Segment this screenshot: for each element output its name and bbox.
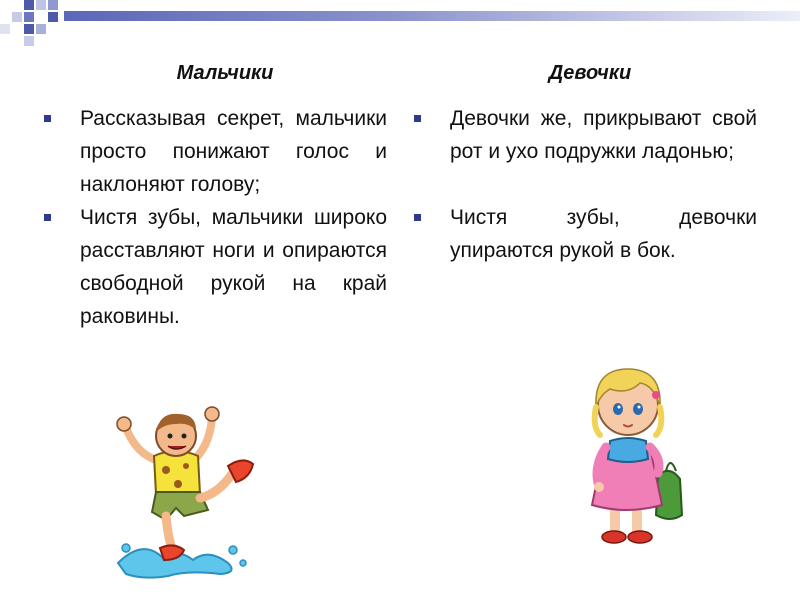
list-item-text: Чистя зубы, девочки упираются рукой в бок. <box>450 206 757 262</box>
decor-square <box>48 12 58 22</box>
square-bullet-icon <box>414 214 421 221</box>
girls-list <box>412 102 757 267</box>
square-bullet-icon <box>44 115 51 122</box>
decor-square <box>12 12 22 22</box>
list-item-text: Чистя зубы, мальчики широко расставляют ноги и опираются свободной рукой на край раковины. <box>80 206 387 328</box>
square-bullet-icon <box>414 115 421 122</box>
list-item <box>42 201 387 333</box>
decor-square <box>24 12 34 22</box>
gradient-bar <box>64 11 800 21</box>
girls-column-title: Девочки <box>548 62 632 84</box>
decor-square <box>36 0 46 10</box>
boy-splashing-illustration <box>108 398 258 583</box>
decor-square <box>48 0 58 10</box>
square-bullet-icon <box>44 214 51 221</box>
boys-list <box>42 102 387 333</box>
list-item <box>412 102 757 168</box>
decor-square <box>0 24 10 34</box>
decor-square <box>24 24 34 34</box>
boys-column-title: Мальчики <box>176 62 274 84</box>
list-item <box>412 201 757 267</box>
decor-square <box>36 24 46 34</box>
list-item-text: Рассказывая секрет, мальчики просто понижают голос и наклоняют голову; <box>80 107 387 196</box>
decor-square <box>24 0 34 10</box>
decor-square <box>24 36 34 46</box>
top-decorative-band <box>0 0 800 46</box>
list-item-text: Девочки же, прикрывают свой рот и ухо подружки ладонью; <box>450 107 757 163</box>
girl-pink-dress-illustration <box>570 355 700 555</box>
list-item <box>42 102 387 201</box>
